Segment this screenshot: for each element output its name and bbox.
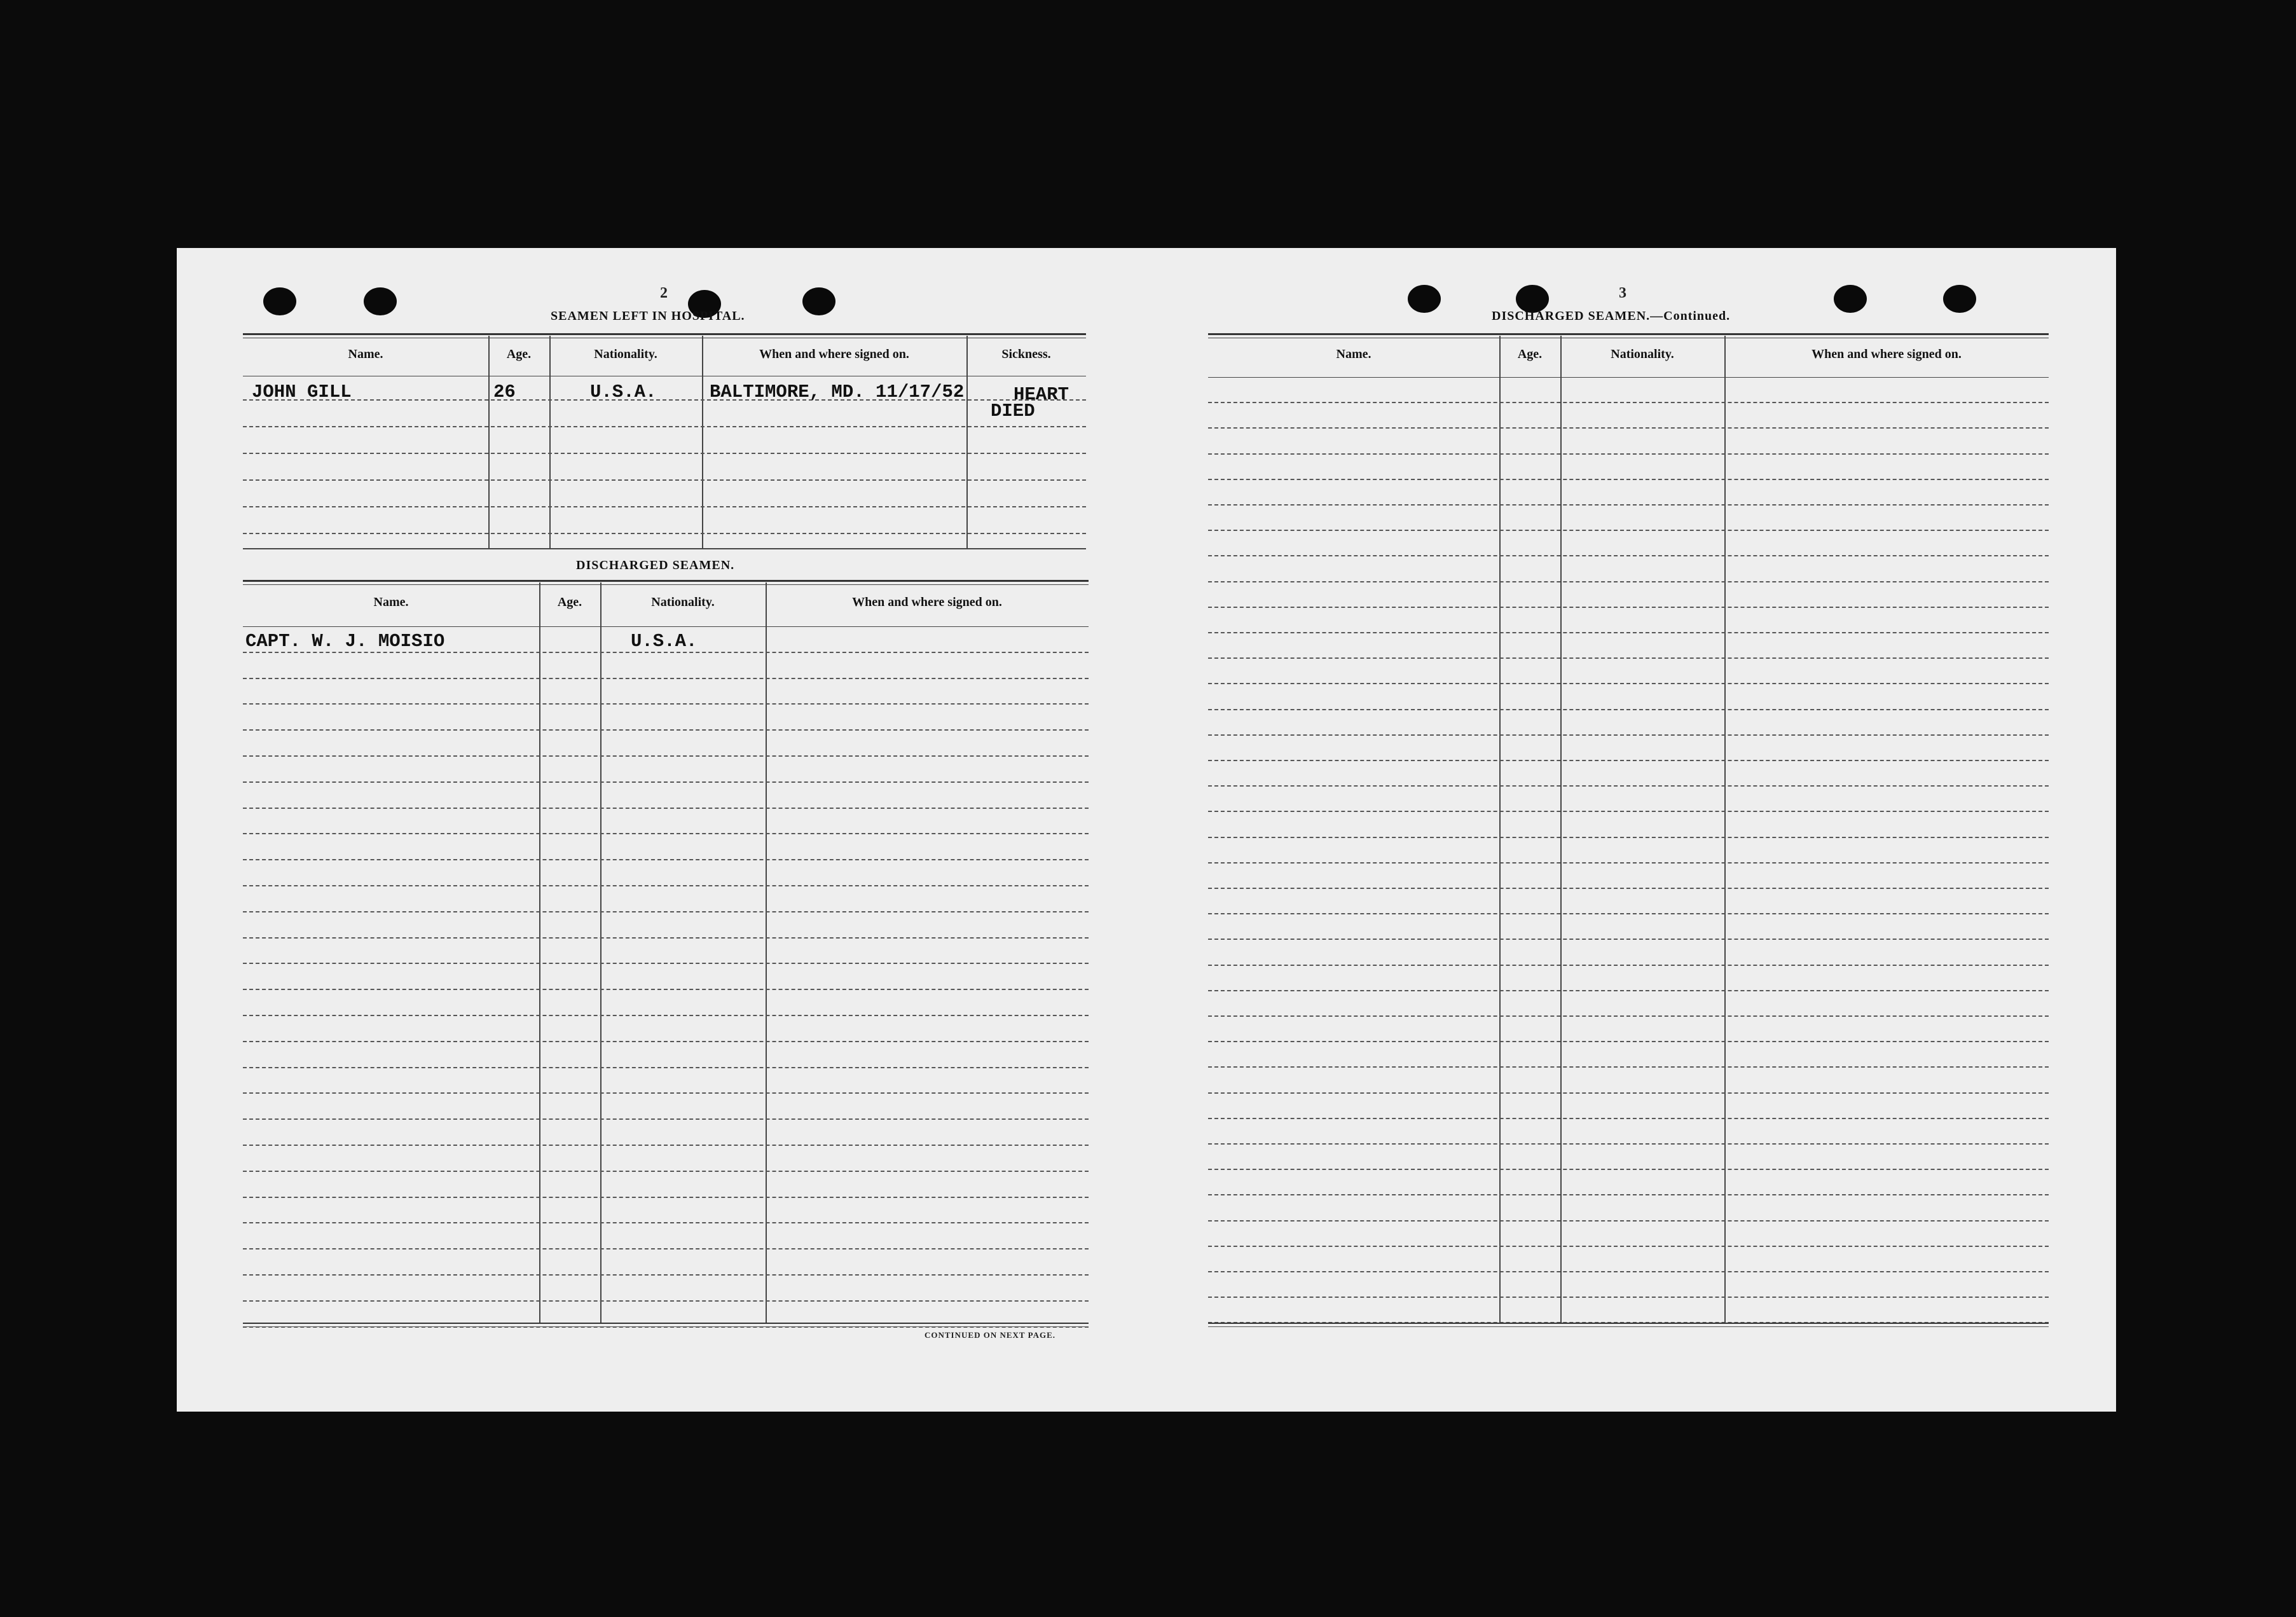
- page-number-left: 2: [660, 285, 668, 301]
- col-header-name: Name.: [1336, 347, 1371, 361]
- continued-note: CONTINUED ON NEXT PAGE.: [925, 1330, 1055, 1340]
- discharged-entry-name: CAPT. W. J. MOISIO: [245, 631, 445, 652]
- table-row: [243, 506, 1086, 507]
- table-row: [1208, 1118, 2049, 1119]
- table-row: [243, 937, 1089, 939]
- discharged-continued-table: [1208, 333, 2049, 1325]
- col-header-nationality: Nationality.: [651, 595, 715, 609]
- col-header-signed-on: When and where signed on.: [1811, 347, 1962, 361]
- table-row: [1208, 1246, 2049, 1247]
- table-row: [243, 1092, 1089, 1094]
- table-row: [243, 755, 1089, 757]
- table-row: [243, 533, 1086, 534]
- table-row: [243, 1197, 1089, 1198]
- table-row: [243, 859, 1089, 860]
- table-row: [243, 1118, 1089, 1120]
- table-row: [1208, 632, 2049, 633]
- table-row: [1208, 965, 2049, 966]
- hospital-entry-signed-on: BALTIMORE, MD. 11/17/52: [710, 382, 965, 403]
- table-row: [243, 703, 1089, 705]
- punch-hole: [802, 287, 835, 315]
- table-row: [243, 1248, 1089, 1249]
- hospital-entry-age: 26: [493, 382, 516, 403]
- punch-hole: [1943, 285, 1976, 313]
- table-row: [1208, 1271, 2049, 1272]
- table-row: [1208, 785, 2049, 787]
- discharged-table: [243, 580, 1089, 1324]
- table-row: [1208, 990, 2049, 991]
- table-row: [1208, 1092, 2049, 1094]
- table-row: [1208, 734, 2049, 736]
- discharged-section-title: DISCHARGED SEAMEN.: [576, 558, 735, 572]
- table-row: [1208, 453, 2049, 455]
- table-row: [243, 1300, 1089, 1302]
- table-row: [1208, 581, 2049, 582]
- hospital-table: [243, 333, 1086, 549]
- table-row: [1208, 1297, 2049, 1298]
- table-row: [243, 426, 1086, 427]
- punch-hole: [263, 287, 296, 315]
- col-header-nationality: Nationality.: [594, 347, 657, 361]
- table-row: [1208, 402, 2049, 403]
- table-row: [1208, 427, 2049, 429]
- table-row: [1208, 1041, 2049, 1042]
- punch-hole: [1408, 285, 1441, 313]
- table-row: [243, 911, 1089, 912]
- table-row: [243, 652, 1089, 653]
- discharged-entry-nationality: U.S.A.: [631, 631, 698, 652]
- table-row: [1208, 530, 2049, 531]
- hospital-entry-nationality: U.S.A.: [590, 382, 657, 403]
- table-row: [1208, 811, 2049, 812]
- col-header-name: Name.: [373, 595, 409, 609]
- table-row: [1208, 683, 2049, 684]
- table-row: [243, 678, 1089, 679]
- table-row: [1208, 1169, 2049, 1170]
- hospital-section-title: SEAMEN LEFT IN HOSPITAL.: [551, 309, 745, 323]
- table-row: [1208, 1143, 2049, 1145]
- col-header-age: Age.: [557, 595, 582, 609]
- table-row: [243, 1067, 1089, 1068]
- hospital-entry-outcome: DIED: [991, 401, 1035, 422]
- table-row: [1208, 1015, 2049, 1017]
- col-header-nationality: Nationality.: [1611, 347, 1674, 361]
- table-row: [1208, 1220, 2049, 1221]
- table-row: [243, 729, 1089, 731]
- table-row: [243, 1274, 1089, 1276]
- table-row: [1208, 607, 2049, 608]
- table-row: [1208, 888, 2049, 889]
- col-header-age: Age.: [1517, 347, 1543, 361]
- table-row: [1208, 1066, 2049, 1068]
- table-row: [243, 808, 1089, 809]
- hospital-entry-name: JOHN GILL: [252, 382, 352, 403]
- table-row: [243, 833, 1089, 834]
- table-row: [243, 1145, 1089, 1146]
- table-row: [1208, 555, 2049, 556]
- table-row: [1208, 709, 2049, 710]
- table-row: [1208, 760, 2049, 761]
- punch-hole: [364, 287, 397, 315]
- table-row: [243, 1222, 1089, 1223]
- table-row: [243, 1041, 1089, 1042]
- table-row: [243, 781, 1089, 783]
- table-row: [1208, 913, 2049, 914]
- hospital-entry-sickness: HEART: [1014, 384, 1069, 405]
- col-header-sickness: Sickness.: [1001, 347, 1051, 361]
- table-row: [1208, 862, 2049, 864]
- table-row: [1208, 939, 2049, 940]
- table-row: [243, 885, 1089, 886]
- table-row: [243, 453, 1086, 454]
- table-row: [1208, 837, 2049, 838]
- page-number-right: 3: [1619, 285, 1626, 301]
- table-row: [243, 548, 1086, 549]
- discharged-continued-title: DISCHARGED SEAMEN.—Continued.: [1492, 309, 1731, 323]
- table-row: [1208, 504, 2049, 506]
- punch-hole: [1834, 285, 1867, 313]
- table-row: [1208, 657, 2049, 659]
- table-row: [243, 1171, 1089, 1172]
- table-row: [1208, 479, 2049, 480]
- table-row: [243, 479, 1086, 481]
- col-header-signed-on: When and where signed on.: [759, 347, 909, 361]
- table-row: [243, 963, 1089, 964]
- col-header-signed-on: When and where signed on.: [852, 595, 1002, 609]
- table-row: [1208, 1194, 2049, 1195]
- table-row: [243, 989, 1089, 990]
- col-header-name: Name.: [348, 347, 383, 361]
- col-header-age: Age.: [506, 347, 532, 361]
- table-row: [243, 1015, 1089, 1016]
